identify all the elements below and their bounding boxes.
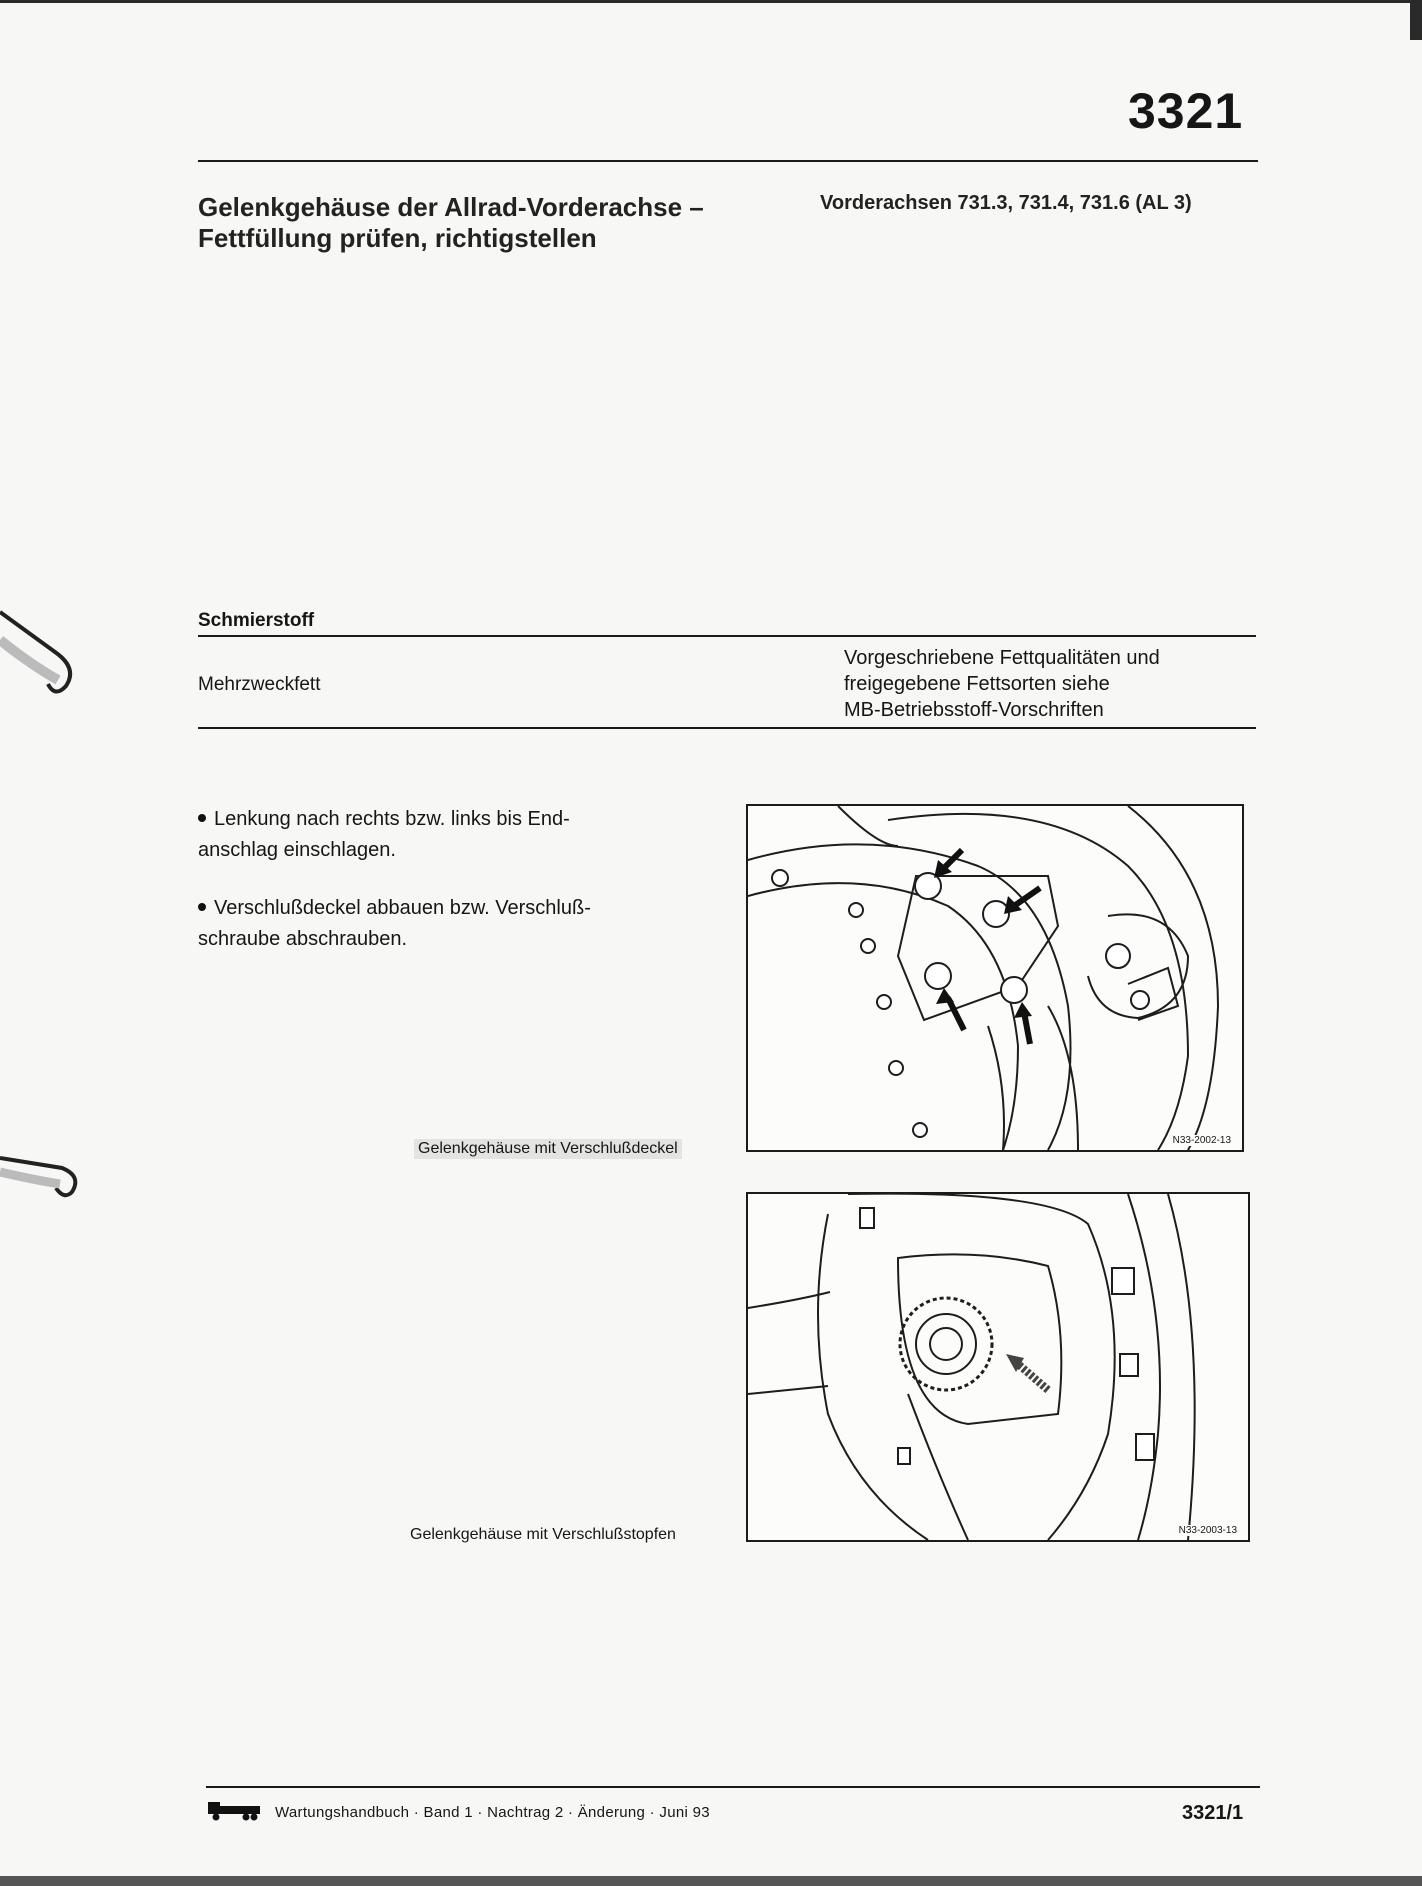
section-number: 3321 <box>1128 83 1244 139</box>
figure-code: N33-2003-13 <box>1176 1525 1240 1536</box>
step-item <box>198 893 668 955</box>
header-rule <box>198 160 1258 162</box>
step-item <box>198 804 668 866</box>
page-title <box>198 192 704 254</box>
joint-housing-plug-illustration <box>748 1194 1248 1540</box>
figure-joint-housing-plug <box>746 1192 1250 1542</box>
step-line-1: Verschlußdeckel abbauen bzw. Verschluß- <box>214 897 591 919</box>
spec-line-1: Vorgeschriebene Fettqualitäten und <box>844 647 1160 669</box>
joint-housing-cover-illustration <box>748 806 1242 1150</box>
scan-page-curl-marks <box>0 600 90 1200</box>
axle-models: Vorderachsen 731.3, 731.4, 731.6 (AL 3) <box>820 192 1192 214</box>
figure-caption: Gelenkgehäuse mit Verschlußstopfen <box>410 1526 676 1543</box>
lubricant-rule-top <box>198 635 1256 637</box>
step-line-1: Lenkung nach rechts bzw. links bis End- <box>214 808 570 830</box>
scan-right-edge <box>1410 0 1422 40</box>
scan-bottom-edge <box>0 1876 1422 1886</box>
footer-rule <box>206 1786 1260 1788</box>
figure-code: N33-2002-13 <box>1170 1135 1234 1146</box>
lubricant-rule-bottom <box>198 727 1256 729</box>
footer-publication-info: Wartungshandbuch · Band 1 · Nachtrag 2 · Änderung · Juni 93 <box>275 1804 710 1821</box>
spec-line-3: MB-Betriebsstoff-Vorschriften <box>844 699 1104 721</box>
lubricant-specification <box>844 645 1160 723</box>
lubricant-name: Mehrzweckfett <box>198 674 321 695</box>
title-line-2: Fettfüllung prüfen, richtigstellen <box>198 223 597 253</box>
footer-page-number: 3321/1 <box>1182 1802 1244 1824</box>
figure-joint-housing-cover <box>746 804 1244 1152</box>
bullet-icon <box>198 814 206 822</box>
truck-logo-icon <box>206 1798 262 1822</box>
step-line-2: anschlag einschlagen. <box>198 839 396 861</box>
spec-line-2: freigegebene Fettsorten siehe <box>844 673 1110 695</box>
bullet-icon <box>198 903 206 911</box>
lubricant-heading: Schmierstoff <box>198 610 315 631</box>
scan-top-edge <box>0 0 1422 3</box>
step-line-2: schraube abschrauben. <box>198 928 408 950</box>
figure-caption: Gelenkgehäuse mit Verschlußdeckel <box>414 1139 682 1159</box>
title-line-1: Gelenkgehäuse der Allrad-Vorderachse – <box>198 192 704 222</box>
